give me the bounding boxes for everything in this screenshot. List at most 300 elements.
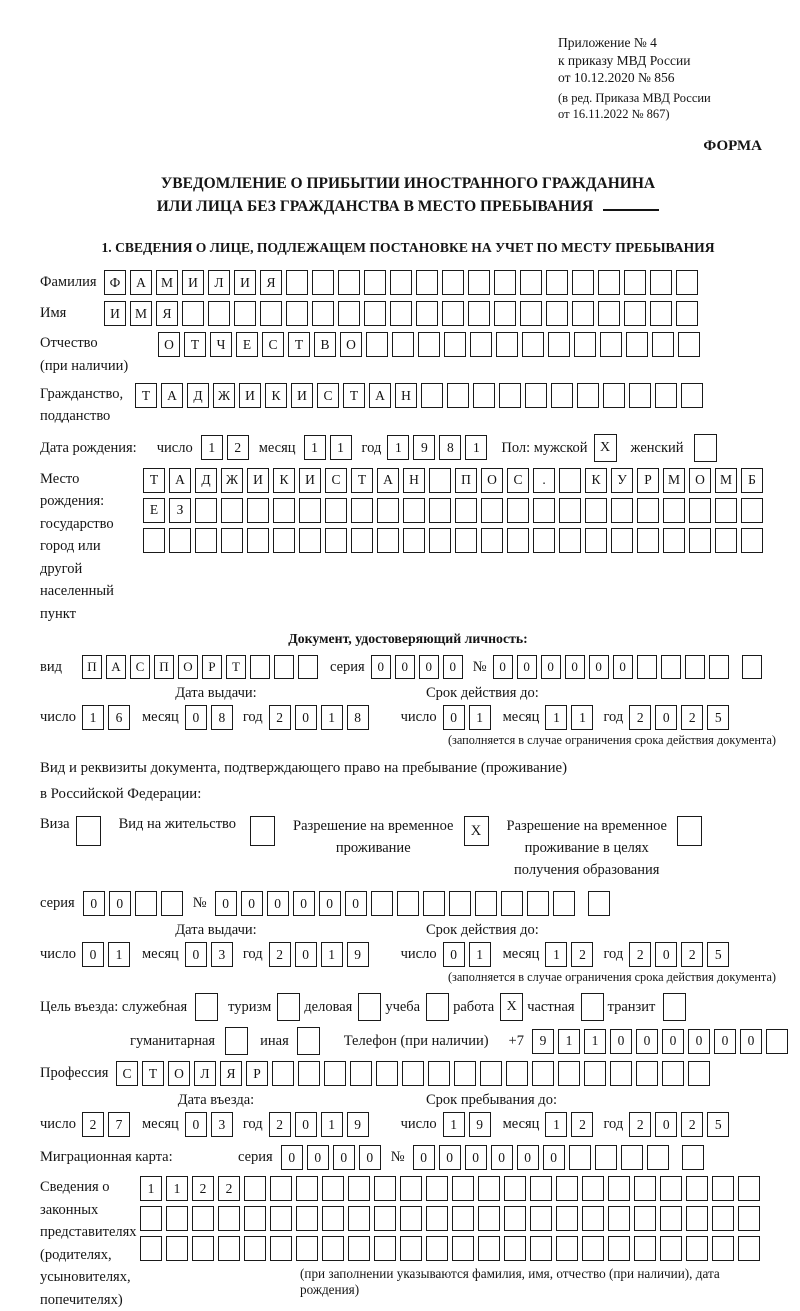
- char-cell[interactable]: [608, 1176, 630, 1201]
- char-cell[interactable]: 1: [321, 942, 343, 967]
- char-cell[interactable]: 0: [655, 705, 677, 730]
- char-cell[interactable]: 0: [517, 655, 537, 679]
- char-cell[interactable]: [676, 270, 698, 295]
- char-cell[interactable]: [377, 498, 399, 523]
- char-cell[interactable]: [169, 528, 191, 553]
- char-cell[interactable]: И: [182, 270, 204, 295]
- char-cell[interactable]: [418, 332, 440, 357]
- char-cell[interactable]: 0: [293, 891, 315, 916]
- char-cell[interactable]: [507, 528, 529, 553]
- char-cell[interactable]: [558, 1061, 580, 1086]
- char-cell[interactable]: Я: [260, 270, 282, 295]
- char-cell[interactable]: [608, 1206, 630, 1231]
- char-cell[interactable]: [374, 1206, 396, 1231]
- char-cell[interactable]: [195, 498, 217, 523]
- char-cell[interactable]: 1: [584, 1029, 606, 1054]
- char-cell[interactable]: 1: [82, 705, 104, 730]
- char-cell[interactable]: Т: [142, 1061, 164, 1086]
- char-cell[interactable]: [530, 1206, 552, 1231]
- char-cell[interactable]: 8: [439, 435, 461, 460]
- char-cell[interactable]: 0: [82, 942, 104, 967]
- char-cell[interactable]: [218, 1206, 240, 1231]
- char-cell[interactable]: [416, 301, 438, 326]
- char-cell[interactable]: [312, 270, 334, 295]
- char-cell[interactable]: [426, 1176, 448, 1201]
- char-cell[interactable]: 0: [589, 655, 609, 679]
- char-cell[interactable]: [296, 1176, 318, 1201]
- char-cell[interactable]: 1: [321, 1112, 343, 1137]
- char-cell[interactable]: [322, 1176, 344, 1201]
- char-cell[interactable]: А: [161, 383, 183, 408]
- char-cell[interactable]: 0: [295, 942, 317, 967]
- char-cell[interactable]: [312, 301, 334, 326]
- char-cell[interactable]: П: [154, 655, 174, 679]
- char-cell[interactable]: М: [130, 301, 152, 326]
- char-cell[interactable]: 2: [629, 705, 651, 730]
- char-cell[interactable]: [546, 270, 568, 295]
- char-cell[interactable]: [250, 655, 270, 679]
- char-cell[interactable]: 0: [493, 655, 513, 679]
- char-cell[interactable]: [376, 1061, 398, 1086]
- char-cell[interactable]: 2: [269, 1112, 291, 1137]
- char-cell[interactable]: О: [481, 468, 503, 493]
- char-cell[interactable]: 0: [267, 891, 289, 916]
- char-cell[interactable]: [569, 1145, 591, 1170]
- char-cell[interactable]: У: [611, 468, 633, 493]
- char-cell[interactable]: [297, 1027, 320, 1055]
- char-cell[interactable]: [600, 332, 622, 357]
- char-cell[interactable]: [595, 1145, 617, 1170]
- char-cell[interactable]: [663, 498, 685, 523]
- char-cell[interactable]: [574, 332, 596, 357]
- char-cell[interactable]: 0: [714, 1029, 736, 1054]
- char-cell[interactable]: [572, 301, 594, 326]
- char-cell[interactable]: Д: [195, 468, 217, 493]
- char-cell[interactable]: [442, 270, 464, 295]
- char-cell[interactable]: Н: [403, 468, 425, 493]
- char-cell[interactable]: [611, 528, 633, 553]
- char-cell[interactable]: 2: [192, 1176, 214, 1201]
- char-cell[interactable]: [277, 993, 300, 1021]
- char-cell[interactable]: Т: [343, 383, 365, 408]
- char-cell[interactable]: [559, 468, 581, 493]
- char-cell[interactable]: 8: [211, 705, 233, 730]
- char-cell[interactable]: [442, 301, 464, 326]
- char-cell[interactable]: [244, 1236, 266, 1261]
- char-cell[interactable]: Р: [202, 655, 222, 679]
- char-cell[interactable]: [688, 1061, 710, 1086]
- char-cell[interactable]: [481, 528, 503, 553]
- char-cell[interactable]: 2: [629, 942, 651, 967]
- char-cell[interactable]: 0: [295, 705, 317, 730]
- char-cell[interactable]: [686, 1236, 708, 1261]
- char-cell[interactable]: [325, 528, 347, 553]
- char-cell[interactable]: Ж: [221, 468, 243, 493]
- char-cell[interactable]: К: [265, 383, 287, 408]
- char-cell[interactable]: С: [325, 468, 347, 493]
- char-cell[interactable]: 0: [371, 655, 391, 679]
- char-cell[interactable]: Ж: [213, 383, 235, 408]
- char-cell[interactable]: [390, 270, 412, 295]
- char-cell[interactable]: С: [116, 1061, 138, 1086]
- char-cell[interactable]: X: [594, 434, 617, 462]
- char-cell[interactable]: [208, 301, 230, 326]
- char-cell[interactable]: [166, 1236, 188, 1261]
- char-cell[interactable]: [192, 1206, 214, 1231]
- char-cell[interactable]: [429, 468, 451, 493]
- char-cell[interactable]: [449, 891, 471, 916]
- char-cell[interactable]: [473, 383, 495, 408]
- char-cell[interactable]: [247, 528, 269, 553]
- char-cell[interactable]: [403, 498, 425, 523]
- char-cell[interactable]: [588, 891, 610, 916]
- char-cell[interactable]: 0: [613, 655, 633, 679]
- char-cell[interactable]: [766, 1029, 788, 1054]
- char-cell[interactable]: [741, 528, 763, 553]
- char-cell[interactable]: [494, 301, 516, 326]
- char-cell[interactable]: [610, 1061, 632, 1086]
- char-cell[interactable]: 0: [395, 655, 415, 679]
- char-cell[interactable]: [338, 270, 360, 295]
- char-cell[interactable]: 1: [201, 435, 223, 460]
- char-cell[interactable]: [637, 655, 657, 679]
- char-cell[interactable]: 0: [345, 891, 367, 916]
- char-cell[interactable]: С: [317, 383, 339, 408]
- char-cell[interactable]: 0: [307, 1145, 329, 1170]
- char-cell[interactable]: [652, 332, 674, 357]
- char-cell[interactable]: [556, 1176, 578, 1201]
- char-cell[interactable]: [520, 270, 542, 295]
- char-cell[interactable]: [244, 1206, 266, 1231]
- char-cell[interactable]: [530, 1236, 552, 1261]
- char-cell[interactable]: 2: [629, 1112, 651, 1137]
- char-cell[interactable]: [499, 383, 521, 408]
- char-cell[interactable]: [426, 993, 449, 1021]
- char-cell[interactable]: [559, 498, 581, 523]
- char-cell[interactable]: [525, 383, 547, 408]
- char-cell[interactable]: 0: [443, 705, 465, 730]
- char-cell[interactable]: [478, 1236, 500, 1261]
- char-cell[interactable]: Е: [236, 332, 258, 357]
- char-cell[interactable]: 0: [655, 1112, 677, 1137]
- char-cell[interactable]: [286, 301, 308, 326]
- char-cell[interactable]: З: [169, 498, 191, 523]
- char-cell[interactable]: [709, 655, 729, 679]
- char-cell[interactable]: 2: [227, 435, 249, 460]
- char-cell[interactable]: Н: [395, 383, 417, 408]
- char-cell[interactable]: 5: [707, 942, 729, 967]
- char-cell[interactable]: 5: [707, 705, 729, 730]
- char-cell[interactable]: И: [104, 301, 126, 326]
- char-cell[interactable]: К: [273, 468, 295, 493]
- char-cell[interactable]: [392, 332, 414, 357]
- char-cell[interactable]: С: [130, 655, 150, 679]
- char-cell[interactable]: [676, 301, 698, 326]
- char-cell[interactable]: 1: [545, 942, 567, 967]
- char-cell[interactable]: 2: [218, 1176, 240, 1201]
- char-cell[interactable]: 0: [83, 891, 105, 916]
- char-cell[interactable]: [247, 498, 269, 523]
- char-cell[interactable]: 2: [269, 942, 291, 967]
- char-cell[interactable]: [506, 1061, 528, 1086]
- char-cell[interactable]: [452, 1176, 474, 1201]
- char-cell[interactable]: 1: [443, 1112, 465, 1137]
- char-cell[interactable]: [374, 1176, 396, 1201]
- char-cell[interactable]: [584, 1061, 606, 1086]
- char-cell[interactable]: [582, 1176, 604, 1201]
- char-cell[interactable]: 0: [543, 1145, 565, 1170]
- char-cell[interactable]: [481, 498, 503, 523]
- char-cell[interactable]: О: [158, 332, 180, 357]
- char-cell[interactable]: И: [291, 383, 313, 408]
- char-cell[interactable]: [390, 301, 412, 326]
- char-cell[interactable]: [647, 1145, 669, 1170]
- char-cell[interactable]: [403, 528, 425, 553]
- char-cell[interactable]: Л: [208, 270, 230, 295]
- char-cell[interactable]: [366, 332, 388, 357]
- char-cell[interactable]: [298, 655, 318, 679]
- char-cell[interactable]: [533, 498, 555, 523]
- char-cell[interactable]: [444, 332, 466, 357]
- char-cell[interactable]: М: [715, 468, 737, 493]
- char-cell[interactable]: 1: [166, 1176, 188, 1201]
- char-cell[interactable]: [470, 332, 492, 357]
- char-cell[interactable]: [225, 1027, 248, 1055]
- char-cell[interactable]: М: [156, 270, 178, 295]
- char-cell[interactable]: А: [169, 468, 191, 493]
- char-cell[interactable]: 0: [443, 942, 465, 967]
- char-cell[interactable]: [689, 498, 711, 523]
- char-cell[interactable]: [348, 1236, 370, 1261]
- char-cell[interactable]: Т: [184, 332, 206, 357]
- char-cell[interactable]: [634, 1236, 656, 1261]
- char-cell[interactable]: 1: [140, 1176, 162, 1201]
- char-cell[interactable]: 0: [688, 1029, 710, 1054]
- char-cell[interactable]: [661, 655, 681, 679]
- char-cell[interactable]: X: [500, 993, 523, 1021]
- char-cell[interactable]: [678, 332, 700, 357]
- char-cell[interactable]: [195, 993, 218, 1021]
- char-cell[interactable]: 0: [319, 891, 341, 916]
- char-cell[interactable]: [712, 1206, 734, 1231]
- char-cell[interactable]: 9: [469, 1112, 491, 1137]
- char-cell[interactable]: 1: [469, 705, 491, 730]
- char-cell[interactable]: [530, 1176, 552, 1201]
- char-cell[interactable]: [598, 301, 620, 326]
- char-cell[interactable]: [416, 270, 438, 295]
- char-cell[interactable]: [738, 1236, 760, 1261]
- char-cell[interactable]: [299, 498, 321, 523]
- char-cell[interactable]: 0: [359, 1145, 381, 1170]
- char-cell[interactable]: [429, 498, 451, 523]
- char-cell[interactable]: [192, 1236, 214, 1261]
- char-cell[interactable]: [454, 1061, 476, 1086]
- char-cell[interactable]: [452, 1236, 474, 1261]
- char-cell[interactable]: [504, 1176, 526, 1201]
- char-cell[interactable]: [559, 528, 581, 553]
- char-cell[interactable]: Т: [288, 332, 310, 357]
- char-cell[interactable]: [520, 301, 542, 326]
- char-cell[interactable]: [468, 301, 490, 326]
- char-cell[interactable]: 0: [185, 705, 207, 730]
- char-cell[interactable]: [480, 1061, 502, 1086]
- char-cell[interactable]: 0: [215, 891, 237, 916]
- char-cell[interactable]: 2: [681, 1112, 703, 1137]
- char-cell[interactable]: [582, 1236, 604, 1261]
- char-cell[interactable]: .: [533, 468, 555, 493]
- char-cell[interactable]: [364, 270, 386, 295]
- char-cell[interactable]: 7: [108, 1112, 130, 1137]
- char-cell[interactable]: [741, 498, 763, 523]
- char-cell[interactable]: 2: [82, 1112, 104, 1137]
- char-cell[interactable]: [421, 383, 443, 408]
- char-cell[interactable]: [496, 332, 518, 357]
- char-cell[interactable]: [429, 528, 451, 553]
- char-cell[interactable]: [689, 528, 711, 553]
- char-cell[interactable]: 1: [558, 1029, 580, 1054]
- title-blank-line[interactable]: [603, 209, 659, 211]
- char-cell[interactable]: 0: [655, 942, 677, 967]
- char-cell[interactable]: [712, 1176, 734, 1201]
- char-cell[interactable]: [660, 1206, 682, 1231]
- char-cell[interactable]: [478, 1176, 500, 1201]
- char-cell[interactable]: [582, 1206, 604, 1231]
- char-cell[interactable]: [585, 528, 607, 553]
- char-cell[interactable]: [298, 1061, 320, 1086]
- char-cell[interactable]: Б: [741, 468, 763, 493]
- char-cell[interactable]: [546, 301, 568, 326]
- char-cell[interactable]: 0: [185, 1112, 207, 1137]
- char-cell[interactable]: [548, 332, 570, 357]
- char-cell[interactable]: [244, 1176, 266, 1201]
- char-cell[interactable]: Д: [187, 383, 209, 408]
- char-cell[interactable]: [221, 528, 243, 553]
- char-cell[interactable]: [715, 498, 737, 523]
- char-cell[interactable]: [504, 1236, 526, 1261]
- char-cell[interactable]: [195, 528, 217, 553]
- char-cell[interactable]: [338, 301, 360, 326]
- char-cell[interactable]: 1: [330, 435, 352, 460]
- char-cell[interactable]: [322, 1236, 344, 1261]
- char-cell[interactable]: [577, 383, 599, 408]
- char-cell[interactable]: Е: [143, 498, 165, 523]
- char-cell[interactable]: Р: [637, 468, 659, 493]
- char-cell[interactable]: 2: [681, 942, 703, 967]
- char-cell[interactable]: [712, 1236, 734, 1261]
- char-cell[interactable]: 1: [545, 1112, 567, 1137]
- char-cell[interactable]: [494, 270, 516, 295]
- char-cell[interactable]: [161, 891, 183, 916]
- char-cell[interactable]: X: [464, 816, 489, 846]
- char-cell[interactable]: [166, 1206, 188, 1231]
- char-cell[interactable]: 0: [541, 655, 561, 679]
- char-cell[interactable]: 6: [108, 705, 130, 730]
- char-cell[interactable]: 1: [108, 942, 130, 967]
- char-cell[interactable]: [611, 498, 633, 523]
- char-cell[interactable]: Т: [143, 468, 165, 493]
- char-cell[interactable]: [662, 1061, 684, 1086]
- char-cell[interactable]: [452, 1206, 474, 1231]
- char-cell[interactable]: [299, 528, 321, 553]
- char-cell[interactable]: С: [262, 332, 284, 357]
- char-cell[interactable]: А: [130, 270, 152, 295]
- char-cell[interactable]: 9: [413, 435, 435, 460]
- char-cell[interactable]: [637, 528, 659, 553]
- char-cell[interactable]: 0: [333, 1145, 355, 1170]
- char-cell[interactable]: [377, 528, 399, 553]
- char-cell[interactable]: 0: [295, 1112, 317, 1137]
- char-cell[interactable]: 2: [681, 705, 703, 730]
- char-cell[interactable]: 0: [439, 1145, 461, 1170]
- char-cell[interactable]: [533, 528, 555, 553]
- char-cell[interactable]: [270, 1176, 292, 1201]
- char-cell[interactable]: 2: [571, 1112, 593, 1137]
- char-cell[interactable]: [663, 993, 686, 1021]
- char-cell[interactable]: [621, 1145, 643, 1170]
- char-cell[interactable]: 0: [281, 1145, 303, 1170]
- char-cell[interactable]: 0: [610, 1029, 632, 1054]
- char-cell[interactable]: [468, 270, 490, 295]
- char-cell[interactable]: [556, 1206, 578, 1231]
- char-cell[interactable]: 8: [347, 705, 369, 730]
- char-cell[interactable]: 1: [571, 705, 593, 730]
- char-cell[interactable]: [663, 528, 685, 553]
- char-cell[interactable]: [358, 993, 381, 1021]
- char-cell[interactable]: Я: [220, 1061, 242, 1086]
- char-cell[interactable]: [447, 383, 469, 408]
- char-cell[interactable]: Л: [194, 1061, 216, 1086]
- char-cell[interactable]: [686, 1176, 708, 1201]
- char-cell[interactable]: [685, 655, 705, 679]
- char-cell[interactable]: [348, 1176, 370, 1201]
- char-cell[interactable]: [603, 383, 625, 408]
- char-cell[interactable]: 0: [636, 1029, 658, 1054]
- char-cell[interactable]: 1: [465, 435, 487, 460]
- char-cell[interactable]: А: [377, 468, 399, 493]
- char-cell[interactable]: [348, 1206, 370, 1231]
- char-cell[interactable]: [581, 993, 604, 1021]
- char-cell[interactable]: [351, 498, 373, 523]
- char-cell[interactable]: [598, 270, 620, 295]
- char-cell[interactable]: [681, 383, 703, 408]
- char-cell[interactable]: [655, 383, 677, 408]
- char-cell[interactable]: [397, 891, 419, 916]
- char-cell[interactable]: О: [340, 332, 362, 357]
- char-cell[interactable]: 1: [545, 705, 567, 730]
- char-cell[interactable]: [426, 1236, 448, 1261]
- char-cell[interactable]: [650, 301, 672, 326]
- char-cell[interactable]: С: [507, 468, 529, 493]
- char-cell[interactable]: [527, 891, 549, 916]
- char-cell[interactable]: П: [82, 655, 102, 679]
- char-cell[interactable]: [218, 1236, 240, 1261]
- char-cell[interactable]: [738, 1206, 760, 1231]
- char-cell[interactable]: [634, 1206, 656, 1231]
- char-cell[interactable]: Я: [156, 301, 178, 326]
- char-cell[interactable]: [660, 1176, 682, 1201]
- char-cell[interactable]: [322, 1206, 344, 1231]
- char-cell[interactable]: 1: [469, 942, 491, 967]
- char-cell[interactable]: [400, 1236, 422, 1261]
- char-cell[interactable]: [296, 1206, 318, 1231]
- char-cell[interactable]: [551, 383, 573, 408]
- char-cell[interactable]: [140, 1236, 162, 1261]
- char-cell[interactable]: [572, 270, 594, 295]
- char-cell[interactable]: Т: [226, 655, 246, 679]
- char-cell[interactable]: Ф: [104, 270, 126, 295]
- char-cell[interactable]: [507, 498, 529, 523]
- char-cell[interactable]: [455, 498, 477, 523]
